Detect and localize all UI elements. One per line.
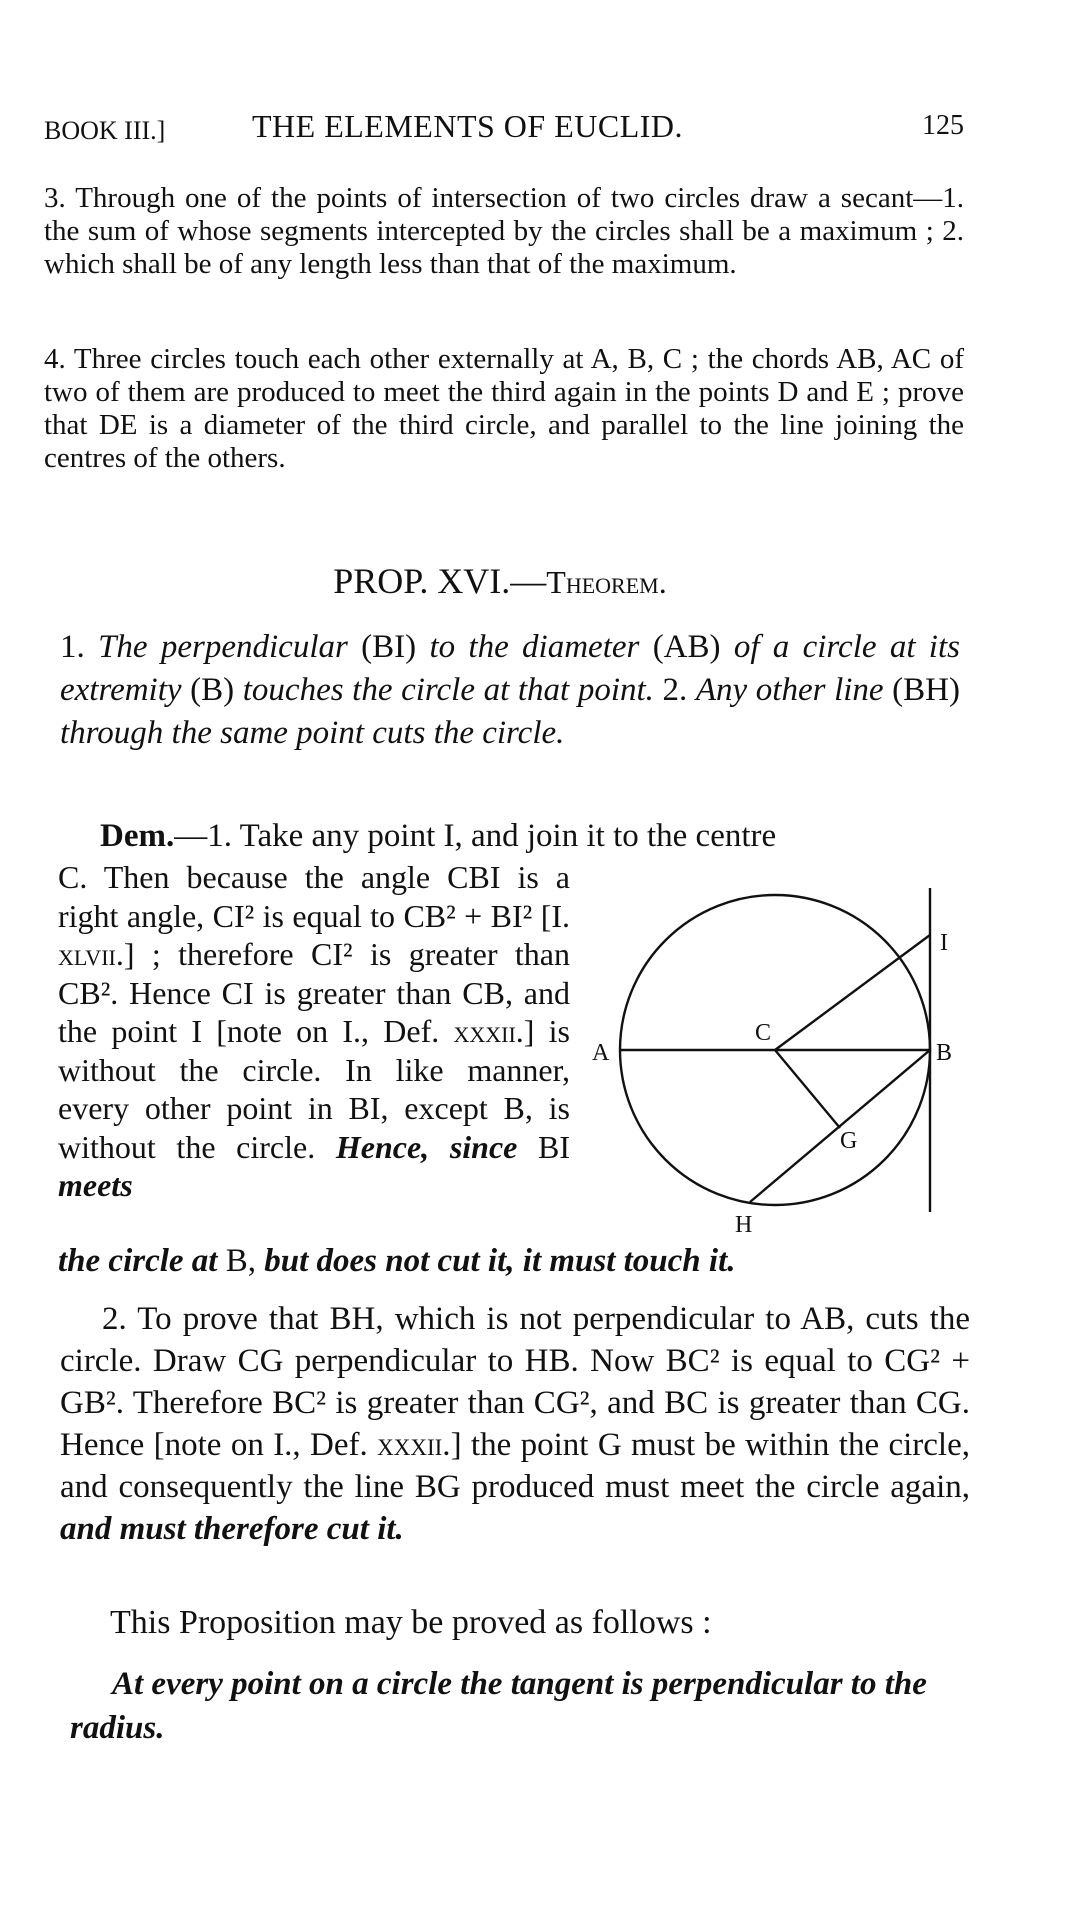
demonstration-first-line [100, 818, 965, 855]
label-i: I [940, 930, 948, 956]
demonstration-text: BI [517, 1128, 571, 1165]
book-label: BOOK III.] [44, 116, 166, 145]
proposition-reference: xlvii. [58, 936, 124, 972]
proposition-number: PROP. XVI.— [333, 561, 547, 601]
enunciation-text: touches the circle at that point. [242, 672, 654, 708]
enunciation-number-1: 1. [60, 629, 99, 665]
label-g: G [840, 1128, 858, 1154]
line-bh [750, 1050, 930, 1202]
line-ci [775, 935, 930, 1050]
label-h: H [735, 1212, 753, 1238]
exercise-4: 4. Three circles touch each other externally at A, B, C ; the chords AB, AC of two of them are produced to meet the third again in the points D and E ; prove that DE is a diameter of the third circle, and parallel to the line joining the centres of the others. [44, 343, 964, 474]
demonstration-text: C. Then because the angle CBI is a right angle, CI² is equal to CB² + BI² [I. [58, 859, 570, 934]
corollary-text: At every point on a circle the tangent is perpendicular to the radius. [70, 1666, 927, 1746]
corollary-statement [70, 1662, 970, 1750]
page-title: THE ELEMENTS OF EUCLID. [252, 108, 684, 144]
enunciation-text: through the same point cuts the circle. [60, 715, 565, 751]
enunciation-text: Any other line [695, 672, 884, 708]
enunciation-text: (BI) [347, 629, 430, 665]
label-a: A [592, 1040, 610, 1066]
demonstration-text: ] ; therefore CI² is greater than CB². Hence CI is greater than CB, and the point I [note on I., Def. [58, 936, 570, 1049]
demonstration-column [58, 858, 570, 1205]
demonstration-emphasis: but does not cut it, it must touch it. [264, 1243, 736, 1279]
demonstration-part-2 [60, 1298, 970, 1550]
geometry-figure [590, 880, 980, 1240]
enunciation-text: (BH) [883, 672, 960, 708]
enunciation [60, 626, 960, 755]
demonstration-text: ] the point G must be within the circle, and consequently the line BG produced must meet the circle again, [60, 1427, 971, 1505]
demonstration-text: B, [217, 1243, 265, 1279]
dem-label: Dem. [100, 818, 175, 854]
demonstration-text: 2. To prove that BH, which is not perpendicular to AB, cuts the circle. Draw CG perpendicular to HB. Now BC² is equal to CG² + GB². Therefore BC² is greater than CG², and BC is greater than CG. Hence [note on I., Def. [60, 1301, 970, 1463]
theorem-label: Theorem. [546, 564, 667, 600]
enunciation-number-2: 2. [653, 672, 696, 708]
demonstration-emphasis: Hence, since [335, 1128, 518, 1165]
alternative-proof-intro: This Proposition may be proved as follows : [110, 1604, 712, 1641]
enunciation-text: to the diameter [429, 629, 640, 665]
enunciation-text: (AB) [639, 629, 734, 665]
page-number: 125 [922, 110, 964, 141]
definition-reference: xxxii. [377, 1427, 451, 1463]
definition-reference: xxxii. [453, 1013, 524, 1049]
label-b: B [936, 1040, 953, 1066]
enunciation-text: The perpendicular [98, 629, 348, 665]
demonstration-emphasis: and must therefore cut it. [60, 1511, 404, 1547]
demonstration-text: —1. Take any point I, and join it to the centre [174, 818, 777, 854]
demonstration-text: ] is without the circle. In like manner, every other point in BI, except B, is without the circle. [58, 1013, 571, 1165]
demonstration-conclusion [58, 1243, 968, 1280]
exercise-3: 3. Through one of the points of intersection of two circles draw a secant—1. the sum of whose segments intercepted by the circles shall be a maximum ; 2. which shall be of any length less than that of the maximum. [44, 182, 964, 280]
enunciation-text: (B) [181, 672, 243, 708]
demonstration-emphasis: the circle at [58, 1243, 218, 1279]
proposition-heading [0, 560, 1000, 602]
line-cg [775, 1050, 840, 1128]
running-header [44, 108, 964, 148]
demonstration-emphasis: meets [58, 1167, 133, 1203]
label-c: C [755, 1020, 772, 1046]
enunciation-text: of a circle at its extremity [60, 629, 960, 708]
